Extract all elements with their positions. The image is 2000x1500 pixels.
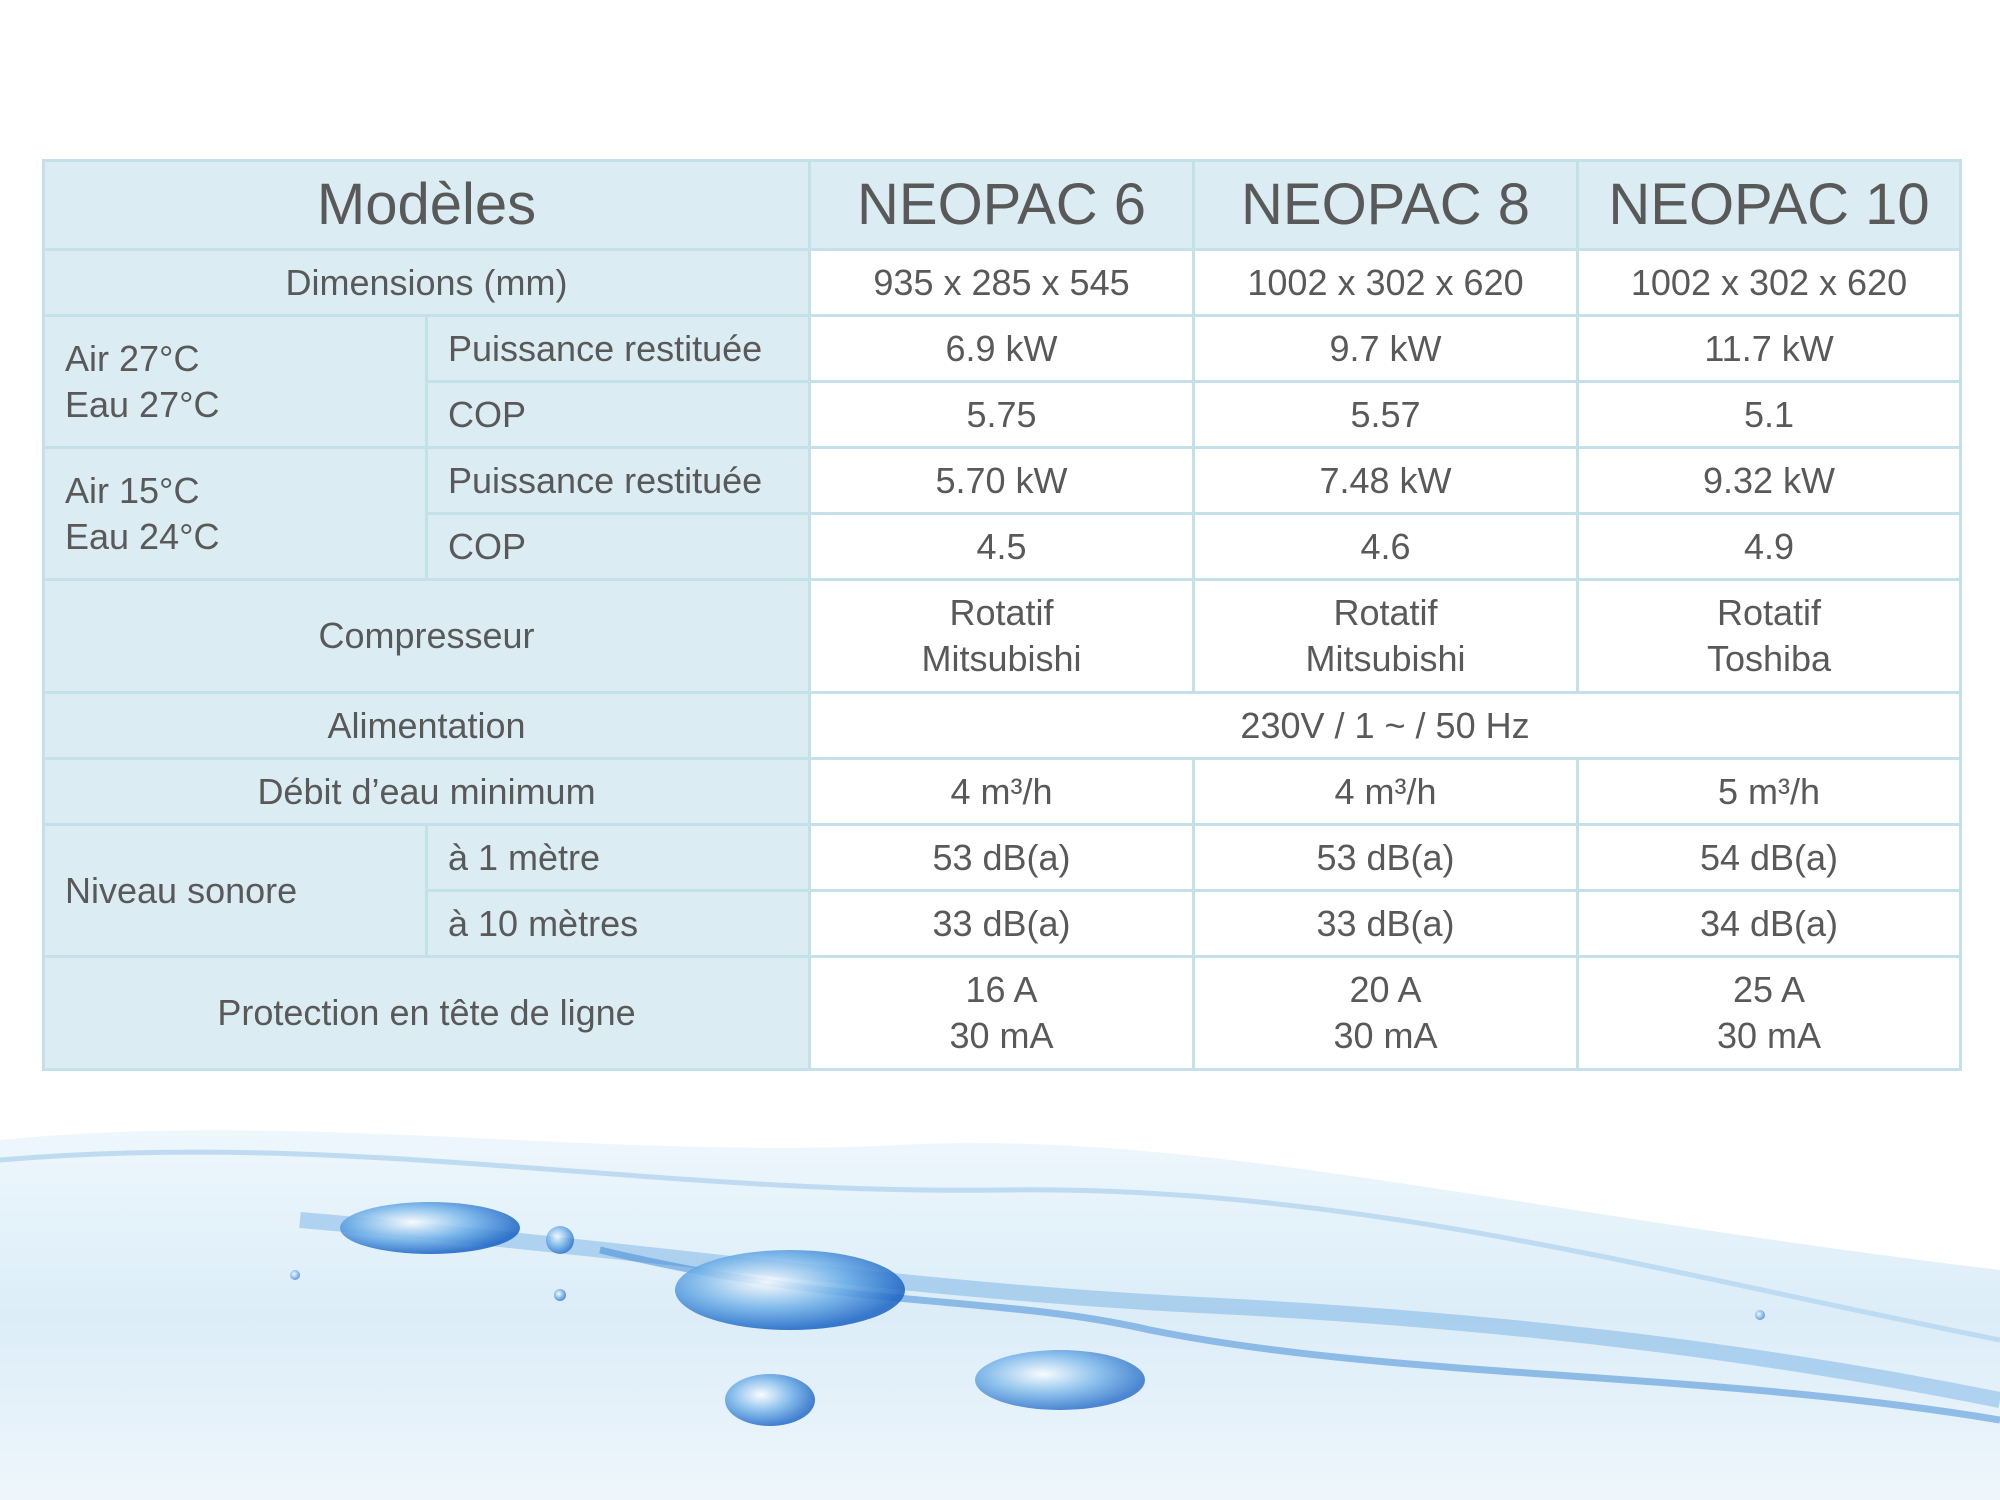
cond1-cop-value: 5.1 [1578,382,1961,448]
water-flow-row [44,759,1961,825]
water-splash-icon [0,1100,2000,1500]
water-bubble [725,1374,815,1426]
noise-10m-label: à 10 mètres [427,891,810,957]
cond1-cop-value: 5.75 [810,382,1194,448]
protection-current: 20 A [1349,969,1422,1010]
protection-value [810,957,1194,1070]
cond2-power-value: 7.48 kW [1194,448,1578,514]
noise-1m-value: 53 dB(a) [1194,825,1578,891]
water-bubble [975,1350,1145,1410]
cond2-cop-value: 4.9 [1578,514,1961,580]
compressor-type: Rotatif [949,592,1054,633]
compressor-value [1578,580,1961,693]
dimensions-value: 1002 x 302 x 620 [1194,250,1578,316]
cond1-water-label: Eau 27°C [65,383,220,425]
protection-differential: 30 mA [1716,1015,1822,1056]
noise-10m-value: 33 dB(a) [1194,891,1578,957]
compressor-value [1194,580,1578,693]
cond1-power-value: 9.7 kW [1194,316,1578,382]
cond2-air-label: Air 15°C [65,469,200,511]
compressor-type: Rotatif [1716,592,1822,633]
protection-differential: 30 mA [949,1015,1054,1056]
cond2-power-label: Puissance restituée [427,448,810,514]
compressor-value [810,580,1194,693]
noise-10m-value: 33 dB(a) [810,891,1194,957]
cond2-label [44,448,427,580]
power-supply-row [44,693,1961,759]
cond1-power-value: 6.9 kW [810,316,1194,382]
dimensions-value: 935 x 285 x 545 [810,250,1194,316]
protection-current: 16 A [965,969,1038,1010]
cond2-power-value: 5.70 kW [810,448,1194,514]
spec-table [42,159,1962,1071]
cond1-air-label: Air 27°C [65,337,200,379]
cond1-cop-value: 5.57 [1194,382,1578,448]
cond2-cop-value: 4.6 [1194,514,1578,580]
protection-differential: 30 mA [1333,1015,1438,1056]
cond1-power-value: 11.7 kW [1578,316,1961,382]
water-droplet [1755,1310,1765,1320]
cond2-cop-value: 4.5 [810,514,1194,580]
water-flow-value: 4 m³/h [810,759,1194,825]
model-neopac-10: NEOPAC 10 [1578,161,1961,250]
compressor-brand: Toshiba [1706,638,1832,679]
model-neopac-8: NEOPAC 8 [1194,161,1578,250]
water-droplet [290,1270,300,1280]
water-bubble [340,1202,520,1254]
cond1-power-row [44,316,1961,382]
water-bubble [675,1250,905,1330]
noise-10m-value: 34 dB(a) [1578,891,1961,957]
cond2-cop-label: COP [427,514,810,580]
compressor-type: Rotatif [1333,592,1438,633]
protection-value [1194,957,1578,1070]
protection-current: 25 A [1732,969,1806,1010]
power-supply-value: 230V / 1 ~ / 50 Hz [810,693,1961,759]
compressor-brand: Mitsubishi [1305,638,1466,679]
noise-1m-value: 54 dB(a) [1578,825,1961,891]
models-header: Modèles [44,161,810,250]
water-flow-label: Débit d’eau minimum [44,759,810,825]
dimensions-value: 1002 x 302 x 620 [1578,250,1961,316]
power-supply-label: Alimentation [44,693,810,759]
dimensions-label: Dimensions (mm) [44,250,810,316]
noise-1m-label: à 1 mètre [427,825,810,891]
protection-row [44,957,1961,1070]
compressor-row [44,580,1961,693]
protection-label: Protection en tête de ligne [44,957,810,1070]
cond1-label [44,316,427,448]
model-neopac-6: NEOPAC 6 [810,161,1194,250]
noise-1m-row [44,825,1961,891]
water-surface [0,1130,2000,1500]
header-row [44,161,1961,250]
dimensions-row [44,250,1961,316]
cond2-water-label: Eau 24°C [65,515,220,557]
compressor-brand: Mitsubishi [921,638,1082,679]
noise-label: Niveau sonore [44,825,427,957]
protection-value [1578,957,1961,1070]
water-droplet [546,1226,574,1254]
cond2-power-row [44,448,1961,514]
water-flow-value: 5 m³/h [1578,759,1961,825]
cond1-power-label: Puissance restituée [427,316,810,382]
noise-1m-value: 53 dB(a) [810,825,1194,891]
water-droplet [554,1289,566,1301]
compressor-label: Compresseur [44,580,810,693]
cond2-power-value: 9.32 kW [1578,448,1961,514]
water-flow-value: 4 m³/h [1194,759,1578,825]
cond1-cop-label: COP [427,382,810,448]
